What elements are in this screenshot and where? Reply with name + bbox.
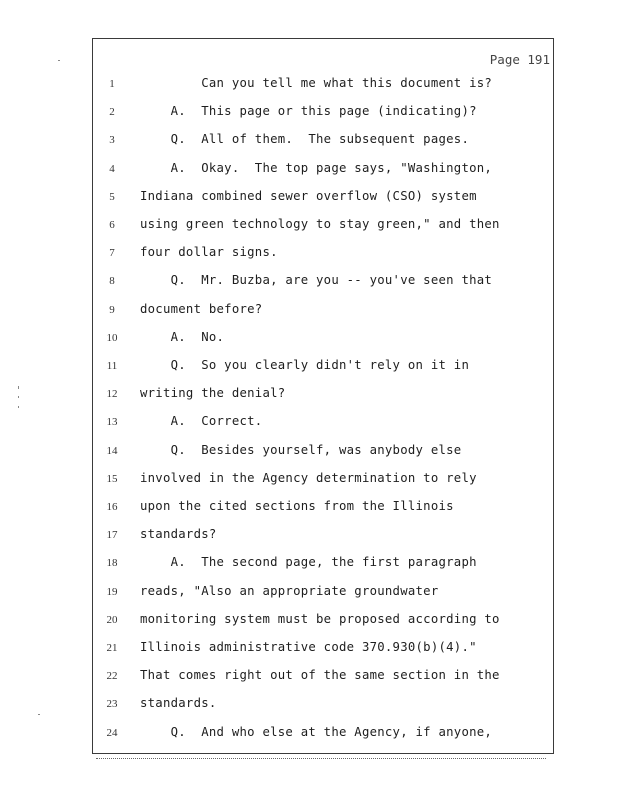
transcript-line <box>0 215 618 235</box>
line-number: 13 <box>106 416 118 429</box>
line-number: 7 <box>109 247 115 260</box>
line-number: 5 <box>109 190 115 203</box>
line-text: A. The second page, the first paragraph <box>140 555 477 570</box>
line-text: A. Correct. <box>140 414 263 429</box>
line-number: 22 <box>106 670 118 683</box>
scan-speck <box>58 60 60 61</box>
transcript-line <box>0 497 618 517</box>
line-number: 15 <box>106 472 118 485</box>
line-number: 1 <box>109 78 115 90</box>
transcript-line <box>0 300 618 320</box>
line-text: document before? <box>140 301 263 316</box>
line-text: Q. All of them. The subsequent pages. <box>140 132 470 147</box>
line-text: upon the cited sections from the Illinois <box>140 499 454 513</box>
line-text: monitoring system must be proposed according to <box>140 611 500 626</box>
transcript-line <box>0 469 618 489</box>
line-number: 19 <box>106 585 118 598</box>
line-text: using green technology to stay green," and then <box>140 217 500 231</box>
line-number: 12 <box>106 388 118 401</box>
line-text: A. Okay. The top page says, "Washington, <box>140 160 493 175</box>
transcript-line <box>0 356 618 376</box>
transcript-line <box>0 666 618 686</box>
line-number: 20 <box>106 613 118 626</box>
line-text: Q. And who else at the Agency, if anyone, <box>140 724 493 739</box>
line-text: Q. So you clearly didn't rely on it in <box>140 358 470 372</box>
line-text: writing the denial? <box>140 386 286 401</box>
transcript-line <box>0 694 618 714</box>
transcript-line <box>0 553 618 573</box>
transcript-line <box>0 412 618 432</box>
scan-speck <box>18 396 19 398</box>
transcript-line <box>0 271 618 291</box>
line-number: 17 <box>106 529 118 542</box>
line-text: Can you tell me what this document is? <box>140 76 493 90</box>
line-text: Q. Mr. Buzba, are you -- you've seen that <box>140 273 493 288</box>
transcript-line <box>0 102 618 122</box>
line-text: four dollar signs. <box>140 245 278 260</box>
scan-speck <box>18 406 19 408</box>
line-text: Q. Besides yourself, was anybody else <box>140 442 462 457</box>
transcript-line <box>0 723 618 743</box>
line-text: A. No. <box>140 329 225 344</box>
line-number: 6 <box>109 219 115 231</box>
line-number: 2 <box>109 106 115 119</box>
line-text: standards. <box>140 696 217 711</box>
bottom-scan-noise <box>96 758 546 762</box>
line-text: standards? <box>140 527 217 542</box>
page-number: Page 191 <box>489 52 550 67</box>
transcript-line <box>0 638 618 658</box>
line-number: 9 <box>109 303 115 316</box>
transcript-line <box>0 130 618 150</box>
line-number: 23 <box>106 698 118 711</box>
line-text: That comes right out of the same section in the <box>140 668 500 683</box>
transcript-line <box>0 187 618 207</box>
transcript-line <box>0 384 618 404</box>
line-number: 8 <box>109 275 115 288</box>
line-number: 10 <box>106 331 118 344</box>
line-text: involved in the Agency determination to rely <box>140 470 477 485</box>
line-number: 21 <box>106 642 118 654</box>
scan-speck <box>38 714 40 715</box>
transcript-line <box>0 441 618 461</box>
line-text: Illinois administrative code 370.930(b)(4)." <box>140 640 477 654</box>
transcript-line <box>0 582 618 602</box>
transcript-line <box>0 74 618 94</box>
line-number: 14 <box>106 444 118 457</box>
transcript-line <box>0 525 618 545</box>
line-text: reads, "Also an appropriate groundwater <box>140 583 439 598</box>
scan-speck <box>18 386 19 389</box>
transcript-line <box>0 159 618 179</box>
transcript-line <box>0 243 618 263</box>
line-number: 18 <box>106 557 118 570</box>
line-number: 4 <box>109 162 115 175</box>
line-text: A. This page or this page (indicating)? <box>140 104 477 119</box>
transcript-line <box>0 610 618 630</box>
line-number: 24 <box>106 726 118 739</box>
line-number: 16 <box>106 501 118 513</box>
line-number: 11 <box>106 360 118 372</box>
line-number: 3 <box>109 134 115 147</box>
transcript-line <box>0 328 618 348</box>
line-text: Indiana combined sewer overflow (CSO) system <box>140 188 477 203</box>
